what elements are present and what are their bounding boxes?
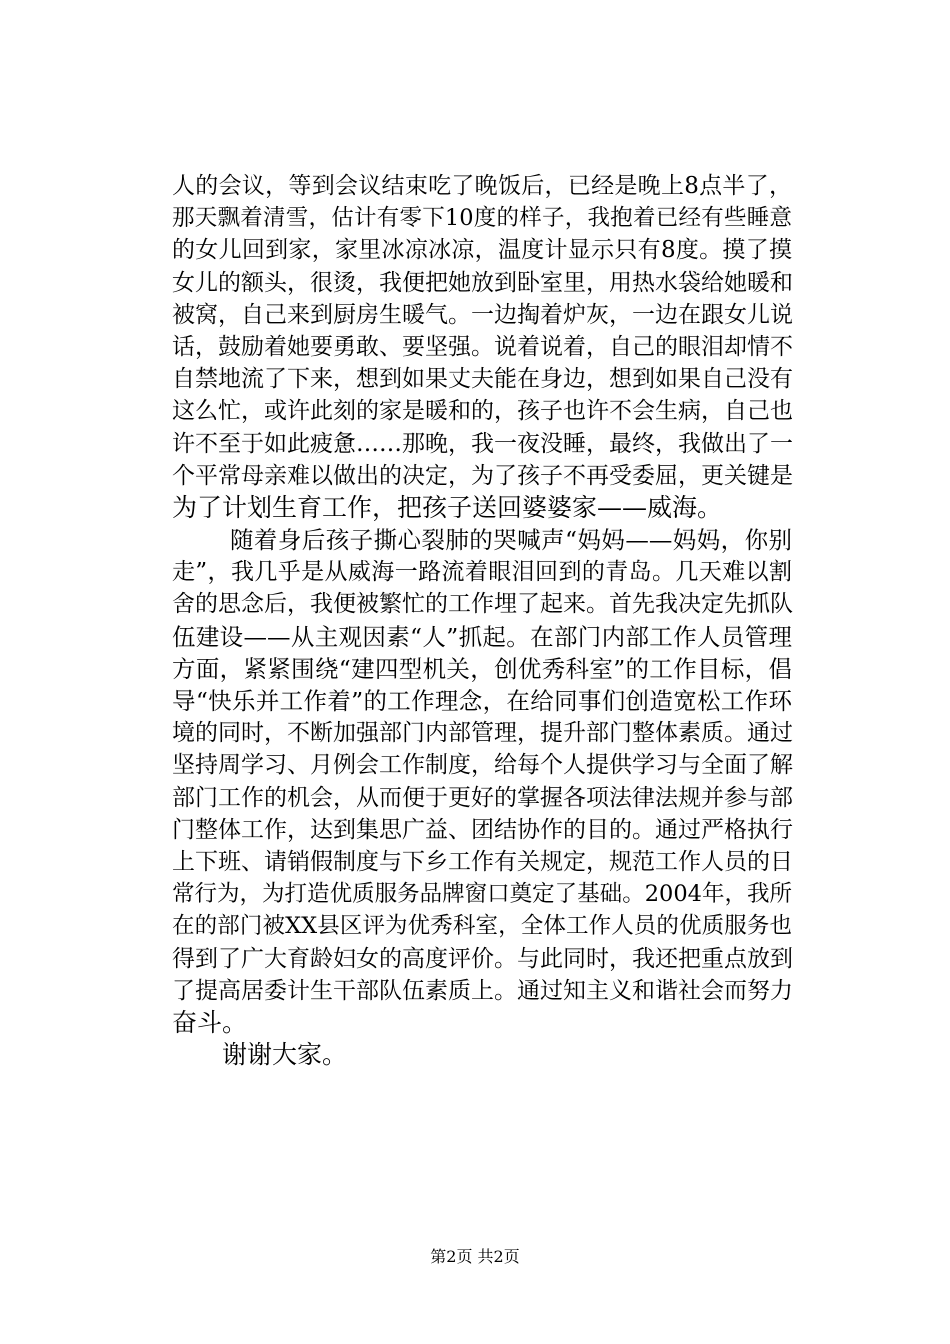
text-line: 许不至于如此疲惫……那晚，我一夜没睡，最终，我做出了一 (172, 430, 793, 457)
page-footer (0, 1244, 950, 1267)
text-line: 为了计划生育工作，把孩子送回婆婆家——威海。 (172, 492, 723, 522)
text-line: 自禁地流了下来，想到如果丈夫能在身边，想到如果自己没有 (172, 366, 793, 393)
text-line: 随着身后孩子撕心裂肺的哭喊声“妈妈——妈妈，你别 (230, 526, 792, 555)
text-line: 方面，紧紧围绕“建四型机关，创优秀科室”的工作目标，倡 (172, 654, 792, 683)
text-line: 那天飘着清雪，估计有零下10度的样子，我抱着已经有些睡意 (172, 205, 792, 232)
text-line: 伍建设——从主观因素“人”抓起。在部门内部工作人员管理 (172, 622, 792, 651)
text-line: 得到了广大育龄妇女的高度评价。与此同时，我还把重点放到 (172, 945, 793, 972)
text-line: 门整体工作，达到集思广益、团结协作的目的。通过严格执行 (172, 816, 793, 843)
text-line: 舍的思念后，我便被繁忙的工作埋了起来。首先我决定先抓队 (172, 591, 793, 618)
text-line: 在的部门被XX县区评为优秀科室，全体工作人员的优质服务也 (172, 913, 792, 940)
text-line: 的女儿回到家，家里冰凉冰凉，温度计显示只有8度。摸了摸 (172, 237, 792, 264)
text-line: 走”，我几乎是从威海一路流着眼泪回到的青岛。几天难以割 (172, 559, 792, 586)
text-line: 话，鼓励着她要勇敢、要坚强。说着说着，自己的眼泪却情不 (172, 333, 793, 360)
text-line: 个平常母亲难以做出的决定，为了孩子不再受委屈，更关键是 (172, 462, 793, 489)
text-line: 常行为，为打造优质服务品牌窗口奠定了基础。2004年，我所 (172, 881, 792, 908)
page-number-label: 第2页 共2页 (430, 1247, 520, 1266)
text-line: 女儿的额头，很烫，我便把她放到卧室里，用热水袋给她暖和 (172, 269, 793, 296)
document-body (172, 170, 792, 1071)
closing-line: 谢谢大家。 (222, 1040, 348, 1070)
text-line: 导“快乐并工作着”的工作理念，在给同事们创造宽松工作环 (172, 687, 792, 715)
text-line: 上下班、请销假制度与下乡工作有关规定，规范工作人员的日 (172, 848, 793, 875)
text-line: 境的同时，不断加强部门内部管理，提升部门整体素质。通过 (172, 720, 793, 747)
text-line: 这么忙，或许此刻的家是暖和的，孩子也许不会生病，自己也 (172, 398, 793, 425)
text-line: 坚持周学习、月例会工作制度，给每个人提供学习与全面了解 (172, 752, 793, 779)
text-line: 了提高居委计生干部队伍素质上。通过知主义和谐社会而努力 (172, 977, 793, 1004)
text-line: 人的会议，等到会议结束吃了晚饭后，已经是晚上8点半了， (172, 173, 792, 199)
text-line: 奋斗。 (172, 1007, 248, 1037)
text-line: 被窝，自己来到厨房生暖气。一边掏着炉灰，一边在跟女儿说 (172, 301, 793, 328)
text-line: 部门工作的机会，从而便于更好的掌握各项法律法规并参与部 (172, 784, 793, 811)
